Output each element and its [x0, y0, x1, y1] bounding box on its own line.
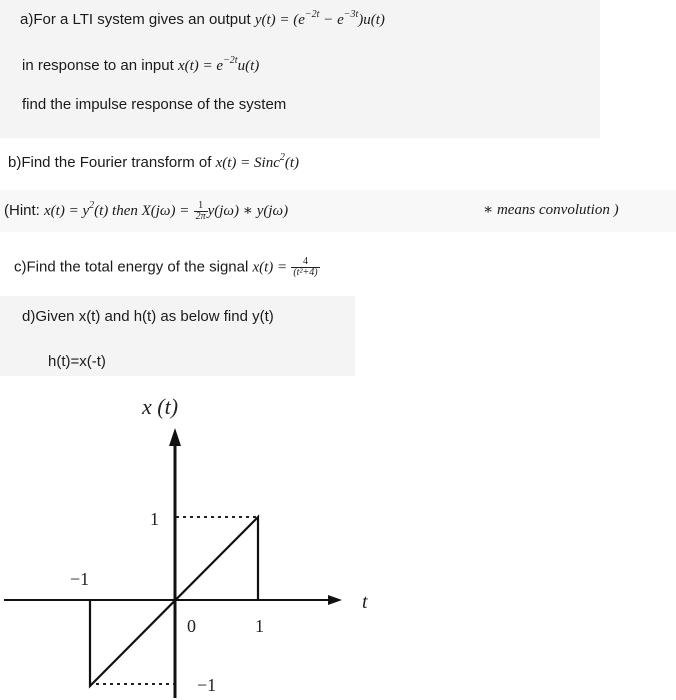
- tick-y-negative: −1: [197, 675, 217, 695]
- t-axis-label: t: [362, 591, 368, 613]
- part-b-hint: (Hint: $x(t) = y^2(t)$ then X(jω) = $\frac{1}{2\pi}$ y(jω) ∗ y(jω): [4, 199, 289, 222]
- part-b-line1: b)Find the Fourier transform of x(t) = Sinc$^2$(t): [8, 152, 300, 171]
- graph-title: x (t): [142, 394, 179, 419]
- part-a-line3: find the impulse response of the system: [22, 96, 287, 113]
- part-c-line: c)Find the total energy of the signal x(t) = $\frac{4}{\text{(t²+4)}}$: [14, 256, 318, 278]
- part-a-line2: in response to an input $x(t) = e^{-2t}u(t)$: [22, 55, 260, 74]
- part-d-line: d)Given x(t) and h(t) as below find y(t): [22, 308, 274, 325]
- c-fraction: $\frac{4}{\text{(t²+4)}}$: [293, 256, 318, 278]
- hint-fraction: $\frac{1}{2\pi}$: [195, 199, 206, 222]
- t-axis-arrow: [328, 595, 342, 605]
- y-axis-arrow: [169, 428, 181, 446]
- part-b-hint-note: ∗ means convolution ): [483, 202, 619, 218]
- tick-x-negative: −1: [70, 569, 90, 589]
- h-definition: h(t)=x(-t): [48, 353, 106, 370]
- part-a-line1: a)For a LTI system gives an output $y(t) = (e^{-2t} - e^{-3t})u(t)$: [20, 9, 385, 28]
- tick-x-positive: 1: [255, 616, 264, 636]
- signal-graph: [0, 380, 676, 700]
- tick-y-positive: 1: [150, 509, 159, 529]
- tick-x-zero: 0: [187, 616, 196, 636]
